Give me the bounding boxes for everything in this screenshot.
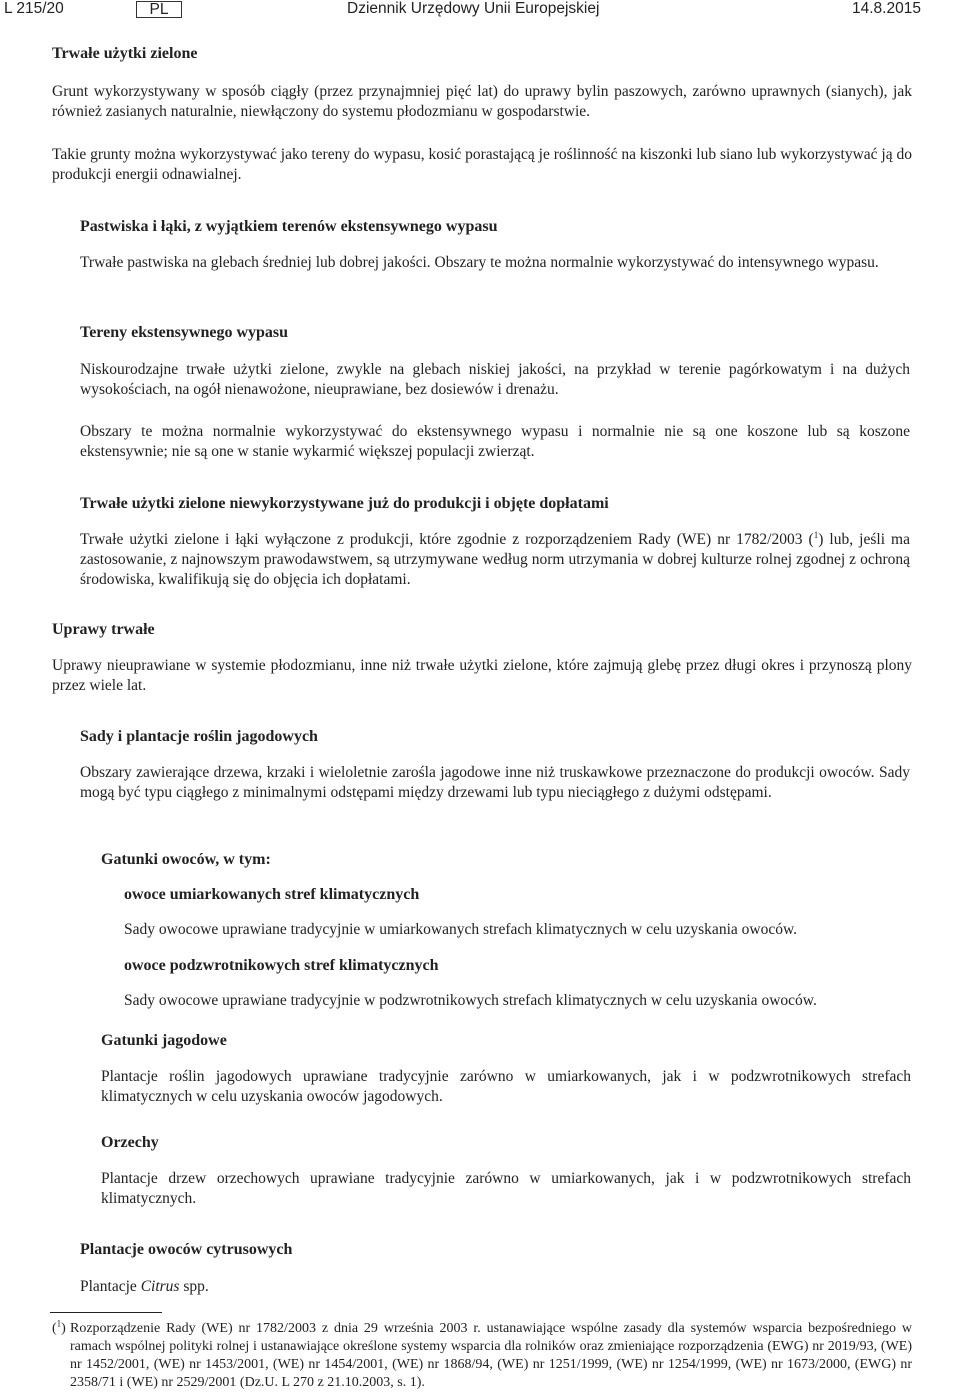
paragraph-grassland-definition: Grunt wykorzystywany w sposób ciągły (przez przynajmniej pięć lat) do uprawy bylin paszowych, zarówno uprawnych (sianych), jak również zasianych naturalnie, niewłączony do systemu płodozmianu w gospodarstwie. — [52, 83, 912, 120]
heading-permanent-crops: Uprawy trwałe — [52, 621, 155, 638]
citrus-genus-name: Citrus — [140, 1278, 180, 1295]
footnote-marker — [52, 1320, 66, 1338]
paragraph-berry-species: Plantacje roślin jagodowych uprawiane tradycyjnie zarówno w umiarkowanych, jak i w podzwrotnikowych strefach klimatycznych w celu uzyskania owoców jagodowych. — [101, 1068, 911, 1105]
journal-title: Dziennik Urzędowy Unii Europejskiej — [347, 0, 600, 17]
footnote-text: Rozporządzenie Rady (WE) nr 1782/2003 z dnia 29 września 2003 r. ustanawiające wspólne zasady dla systemów wsparcia bezpośredniego w ramach wspólnej polityki rolnej i ustanawiające określone systemy wsparcia dla rolników oraz zmieniające rozporządzenia (EWG) nr 2019/93, (WE) nr 1452/2001, (WE) nr 1453/2001, (WE) nr 1454/2001, (WE) nr 1868/94, (WE) nr 1251/1999, (WE) nr 1254/1999, (WE) nr 1673/2000, (EWG) nr 2358/71 i (WE) nr 2529/2001 (Dz.U. L 270 z 21.10.2003, s. 1). — [70, 1321, 912, 1390]
heading-grassland-not-used: Trwałe użytki zielone niewykorzystywane już do produkcji i objęte dopłatami — [80, 495, 609, 512]
paragraph-citrus — [80, 1277, 209, 1297]
footnote — [52, 1320, 912, 1392]
heading-temperate-fruit: owoce umiarkowanych stref klimatycznych — [124, 886, 420, 903]
footnote-marker-number: 1 — [56, 1318, 62, 1329]
paragraph-pastures: Trwałe pastwiska na glebach średniej lub dobrej jakości. Obszary te można normalnie wykorzystywać do intensywnego wypasu. — [80, 254, 879, 271]
heading-permanent-grassland: Trwałe użytki zielone — [52, 45, 198, 62]
footnote-separator — [50, 1312, 162, 1313]
footnote-marker-close: ) — [61, 1321, 66, 1336]
heading-rough-grazing: Tereny ekstensywnego wypasu — [80, 324, 289, 341]
citrus-text-prefix: Plantacje — [80, 1278, 141, 1295]
text-before-footnote-ref: Trwałe użytki zielone i łąki wyłączone z produkcji, które zgodnie z rozporządzeniem Rady (WE) nr 1782/2003 ( — [80, 531, 814, 548]
heading-citrus: Plantacje owoców cytrusowych — [80, 1241, 293, 1258]
footnote-marker-open: ( — [52, 1321, 57, 1336]
language-code-box: PL — [136, 1, 182, 18]
footnote-reference: 1 — [813, 529, 819, 540]
page-number: L 215/20 — [4, 0, 64, 17]
heading-orchards: Sady i plantacje roślin jagodowych — [80, 728, 318, 745]
heading-pastures-meadows: Pastwiska i łąki, z wyjątkiem terenów ekstensywnego wypasu — [80, 218, 498, 235]
paragraph-grassland-not-used — [80, 530, 910, 590]
paragraph-temperate-fruit: Sady owocowe uprawiane tradycyjnie w umiarkowanych strefach klimatycznych w celu uzyskania owoców. — [124, 921, 798, 938]
heading-fruit-species: Gatunki owoców, w tym: — [101, 851, 271, 868]
paragraph-rough-grazing-1: Niskourodzajne trwałe użytki zielone, zwykle na glebach niskiej jakości, na przykład w terenie pagórkowatym i na dużych wysokościach, na ogół nienawożone, nieuprawiane, bez dosiewów i drenażu. — [80, 361, 910, 398]
citrus-text-suffix: spp. — [179, 1278, 209, 1295]
heading-nuts: Orzechy — [101, 1134, 159, 1151]
publication-date: 14.8.2015 — [852, 0, 921, 17]
heading-berry-species: Gatunki jagodowe — [101, 1032, 227, 1049]
paragraph-grassland-use: Takie grunty można wykorzystywać jako tereny do wypasu, kosić porastającą je roślinność na kiszonki lub siano lub wykorzystywać ją do produkcji energii odnawialnej. — [52, 146, 912, 183]
paragraph-permanent-crops: Uprawy nieuprawiane w systemie płodozmianu, inne niż trwałe użytki zielone, które zajmują glebę przez długi okres i przynoszą plony przez wiele lat. — [52, 657, 912, 694]
paragraph-rough-grazing-2: Obszary te można normalnie wykorzystywać do ekstensywnego wypasu i normalnie nie są one koszone lub są koszone ekstensywnie; nie są one w stanie wykarmić większej populacji zwierząt. — [80, 423, 910, 460]
paragraph-nuts: Plantacje drzew orzechowych uprawiane tradycyjnie zarówno w umiarkowanych, jak i w podzwrotnikowych strefach klimatycznych. — [101, 1170, 911, 1207]
paragraph-orchards: Obszary zawierające drzewa, krzaki i wieloletnie zarośla jagodowe inne niż truskawkowe przeznaczone do produkcji owoców. Sady mogą być typu ciągłego z minimalnymi odstępami między drzewami lub typu nieciągłego z dużymi odstępami. — [80, 764, 910, 801]
text-after-footnote-ref: ) lub, jeśli ma zastosowanie, z najnowszym prawodawstwem, są utrzymywane według norm utrzymania w dobrej kulturze rolnej zgodnej z ochroną środowiska, kwalifikują się do objęcia ich dopłatami. — [80, 531, 910, 588]
page-header — [0, 0, 960, 20]
paragraph-subtropical-fruit: Sady owocowe uprawiane tradycyjnie w podzwrotnikowych strefach klimatycznych w celu uzyskania owoców. — [124, 992, 817, 1009]
heading-subtropical-fruit: owoce podzwrotnikowych stref klimatycznych — [124, 957, 439, 974]
